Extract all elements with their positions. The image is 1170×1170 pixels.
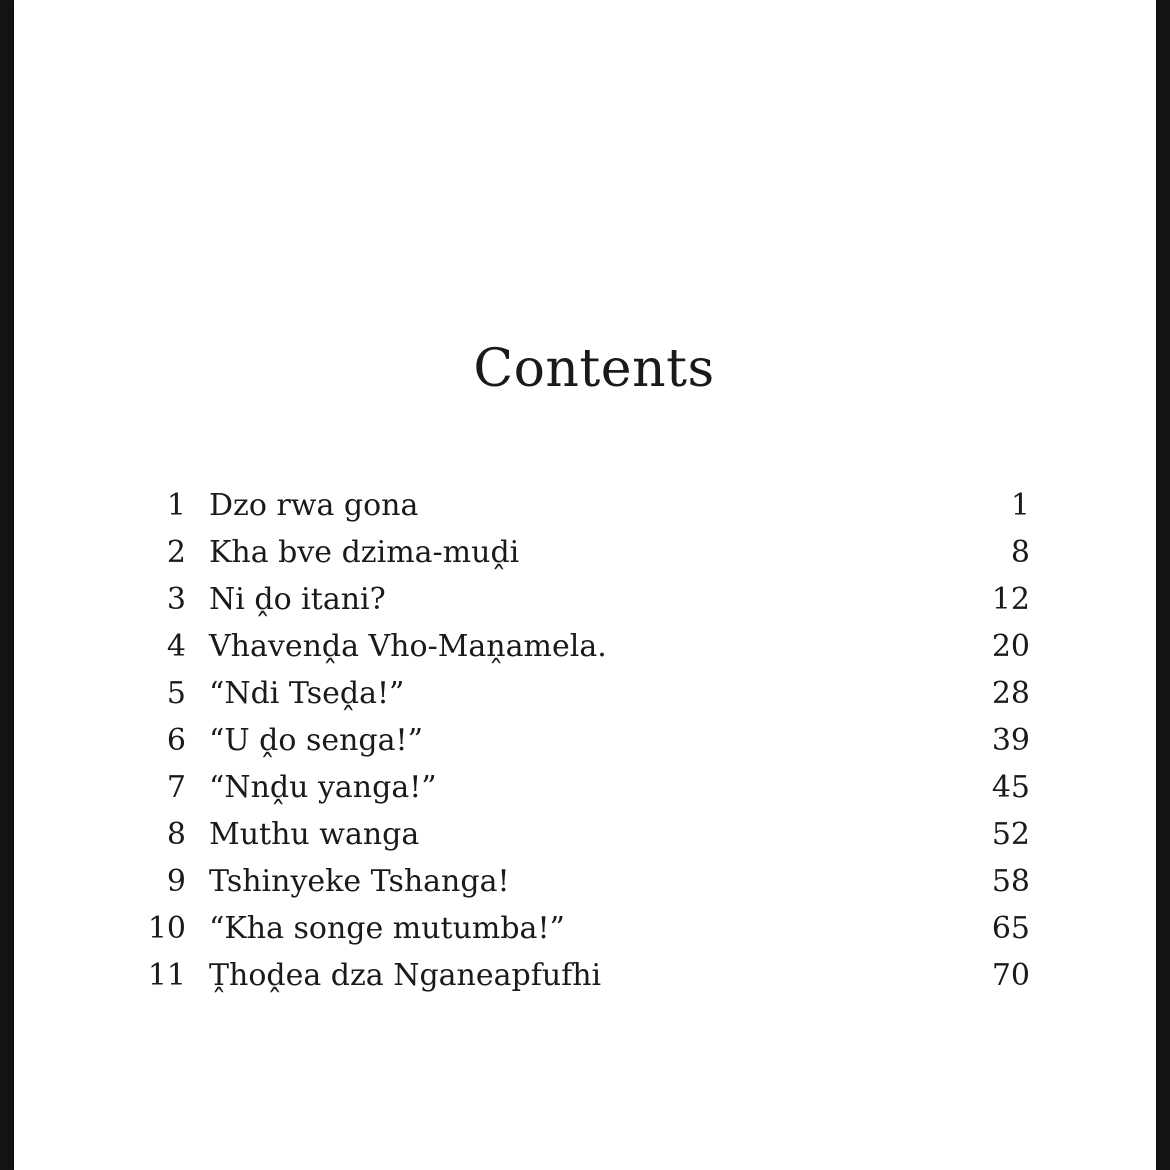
chapter-number: 8 (166, 817, 186, 852)
chapter-number: 7 (166, 770, 186, 805)
chapter-title: Muthu wanga (209, 817, 420, 852)
toc-entry (14, 764, 1156, 811)
chapter-number: 9 (166, 864, 186, 899)
toc-entry (14, 623, 1156, 670)
chapter-title: Ṱhoḓea dza Nganeapfufhi (209, 958, 602, 993)
chapter-title: Vhavenḓa Vho-Maṋamela. (209, 629, 607, 664)
page-number: 39 (991, 723, 1030, 758)
page-number: 12 (991, 582, 1030, 617)
toc-entry (14, 529, 1156, 576)
chapter-number: 11 (147, 958, 186, 993)
page-number: 8 (1010, 535, 1030, 570)
page-number: 58 (991, 864, 1030, 899)
chapter-title: Ni ḓo itani? (209, 582, 386, 617)
chapter-number: 2 (166, 535, 186, 570)
toc-entry (14, 905, 1156, 952)
page-title: Contents (473, 339, 715, 399)
page-number: 65 (991, 911, 1030, 946)
page-number: 52 (991, 817, 1030, 852)
chapter-number: 1 (166, 488, 186, 523)
chapter-number: 5 (166, 676, 186, 711)
chapter-title: Tshinyeke Tshanga! (209, 864, 510, 899)
chapter-title: “U ḓo senga!” (209, 723, 423, 758)
toc-entry (14, 482, 1156, 529)
toc-entry (14, 952, 1156, 999)
chapter-number: 10 (147, 911, 186, 946)
chapter-title: “Nnḓu yanga!” (209, 770, 437, 805)
chapter-number: 3 (166, 582, 186, 617)
page-number: 45 (991, 770, 1030, 805)
toc-entry (14, 576, 1156, 623)
chapter-title: “Kha songe mutumba!” (209, 911, 565, 946)
page-number: 20 (991, 629, 1030, 664)
chapter-number: 6 (166, 723, 186, 758)
toc-entry (14, 858, 1156, 905)
page-number: 1 (1010, 488, 1030, 523)
toc-entry (14, 670, 1156, 717)
page-number: 70 (991, 958, 1030, 993)
chapter-number: 4 (166, 629, 186, 664)
table-of-contents (14, 482, 1156, 999)
toc-entry (14, 811, 1156, 858)
chapter-title: Dzo rwa gona (209, 488, 419, 523)
toc-entry (14, 717, 1156, 764)
book-page (14, 0, 1156, 1170)
page-number: 28 (991, 676, 1030, 711)
chapter-title: “Ndi Tseḓa!” (209, 676, 405, 711)
chapter-title: Kha bve dzima-muḓi (209, 535, 520, 570)
